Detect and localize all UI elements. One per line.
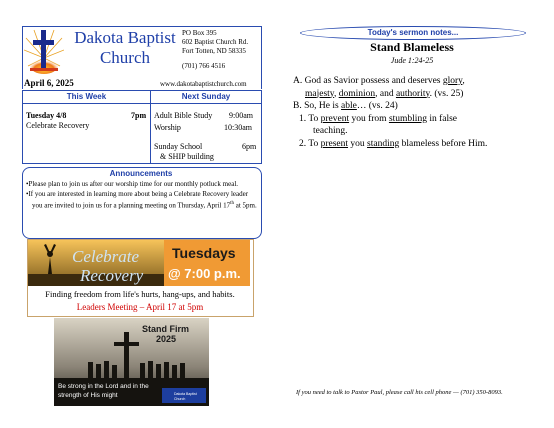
sunday-event-extra: & SHIP building bbox=[160, 152, 214, 161]
sunday-time: 10:30am bbox=[224, 123, 252, 132]
outline-point-a-cont: majesty, dominion, and authority. (vs. 25) bbox=[305, 88, 464, 99]
schedule-table bbox=[22, 90, 262, 164]
announcements-title: Announcements bbox=[109, 169, 173, 178]
stand-firm-year: 2025 bbox=[156, 334, 177, 344]
fill-blank: authority bbox=[395, 88, 430, 99]
logo-text: Dakota Baptist bbox=[174, 392, 197, 396]
this-week-header: This Week bbox=[23, 91, 150, 104]
stand-firm-title: Stand Firm bbox=[142, 324, 190, 334]
stand-firm-verse: Be strong in the Lord and in the bbox=[58, 383, 149, 390]
church-name bbox=[70, 28, 180, 68]
sermon-title: Stand Blameless bbox=[370, 40, 454, 54]
cr-leaders-meeting: Leaders Meeting – April 17 at 5pm bbox=[76, 302, 204, 312]
outline-point-b: B. So, He is able… (vs. 24) bbox=[293, 101, 398, 111]
this-week-day: Tuesday 4/8 bbox=[26, 111, 67, 120]
address-line2: 602 Baptist Church Rd. bbox=[182, 38, 249, 46]
church-phone: (701) 766 4516 bbox=[182, 62, 226, 70]
address-line1: PO Box 395 bbox=[182, 29, 217, 37]
fill-blank: present bbox=[320, 138, 349, 149]
cr-day: Tuesdays bbox=[172, 245, 236, 261]
fill-blank: able bbox=[341, 101, 357, 111]
sunday-event: Sunday School bbox=[154, 142, 203, 151]
outline-sub-1: 1. To prevent you from stumbling in false bbox=[299, 113, 458, 124]
cr-brand-line2: Recovery bbox=[80, 266, 144, 285]
bulletin-date: April 6, 2025 bbox=[24, 78, 74, 88]
church-website[interactable]: www.dakotabaptistchurch.com bbox=[160, 80, 247, 88]
next-sunday-header: Next Sunday bbox=[151, 91, 261, 104]
sunday-event: Worship bbox=[154, 123, 181, 132]
cr-tagline: Finding freedom from life's hurts, hang-ups, and habits. bbox=[45, 289, 235, 299]
outline-point-a: A. God as Savior possess and deserves glory, bbox=[293, 76, 465, 86]
pastor-contact-note: If you need to talk to Pastor Paul, please call his cell phone — (701) 350-8093. bbox=[296, 389, 503, 396]
outline-sub-2: 2. To present you standing blameless before Him. bbox=[299, 138, 488, 149]
celebrate-recovery-banner bbox=[28, 240, 250, 286]
church-name-line2: Church bbox=[99, 48, 151, 67]
sunday-time: 9:00am bbox=[229, 111, 253, 120]
column-divider bbox=[150, 91, 151, 163]
this-week-event: Celebrate Recovery bbox=[26, 121, 90, 130]
fill-blank: dominion bbox=[338, 88, 376, 99]
stand-firm-image bbox=[54, 318, 209, 406]
sermon-outline bbox=[293, 75, 543, 150]
stand-firm-verse: strength of His might bbox=[58, 392, 118, 399]
sunday-time: 6pm bbox=[242, 142, 257, 151]
logo-text: Church bbox=[174, 397, 186, 401]
fill-blank: prevent bbox=[320, 113, 350, 124]
this-week-time: 7pm bbox=[131, 111, 147, 120]
church-address bbox=[182, 29, 248, 56]
address-line3: Fort Totten, ND 58335 bbox=[182, 47, 246, 55]
cr-brand-line1: Celebrate bbox=[72, 247, 140, 266]
announcements-list bbox=[26, 180, 258, 211]
fill-blank: stumbling bbox=[388, 113, 427, 124]
sermon-notes-label: Today's sermon notes... bbox=[300, 26, 526, 40]
fill-blank: standing bbox=[367, 138, 400, 149]
outline-sub-1-cont: teaching. bbox=[313, 126, 348, 136]
fill-blank: majesty bbox=[305, 88, 334, 99]
church-name-line1: Dakota Baptist bbox=[74, 28, 176, 47]
cr-time: @ 7:00 p.m. bbox=[168, 266, 241, 281]
sunday-event: Adult Bible Study bbox=[154, 111, 213, 120]
announcement-item: •Please plan to join us after our worship time for our monthly potluck meal. bbox=[26, 180, 239, 188]
sermon-scripture: Jude 1:24-25 bbox=[390, 56, 434, 65]
cross-logo-icon bbox=[24, 28, 64, 76]
announcement-item: •If you are interested in learning more about being a Celebrate Recovery leader you are invited to join us for a planning meeting on Thursday, April 17th at 5pm. bbox=[26, 190, 257, 210]
fill-blank: glory bbox=[442, 76, 463, 86]
